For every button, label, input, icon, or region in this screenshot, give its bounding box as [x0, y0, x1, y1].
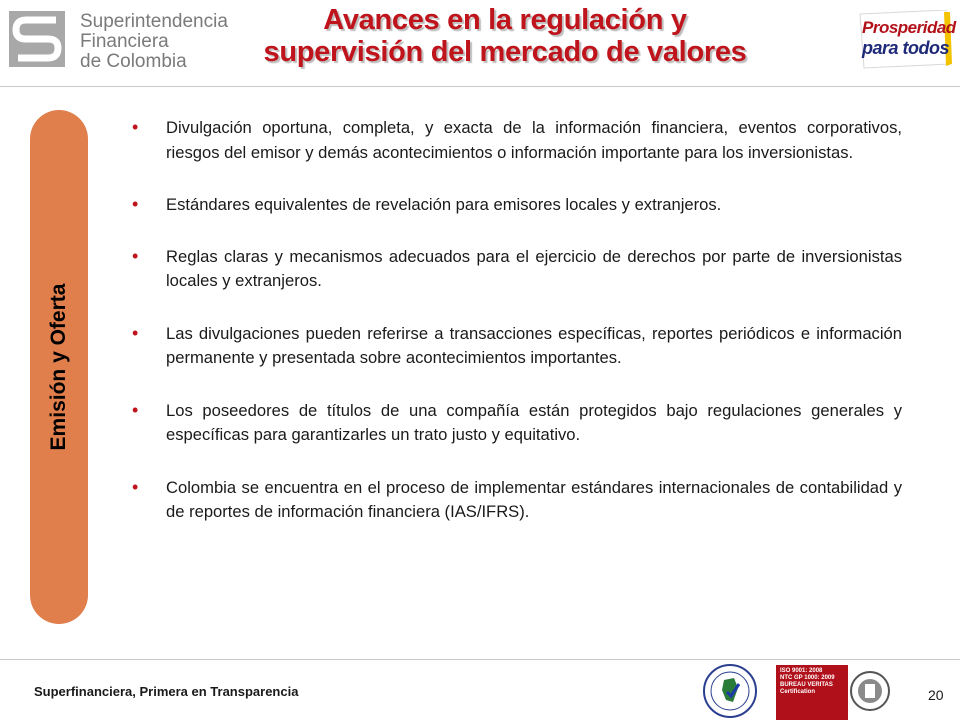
bullet-icon: •: [132, 117, 139, 137]
list-item: [130, 116, 902, 165]
cert-line: Certification: [780, 689, 816, 695]
bullet-text: Estándares equivalentes de revelación para emisores locales y extranjeros.: [166, 195, 722, 214]
bullet-icon: •: [132, 399, 139, 420]
bullet-text: Colombia se encuentra en el proceso de implementar estándares internacionales de contabilidad y de reportes de información financiera (IAS/IFRS).: [166, 477, 902, 521]
bullet-icon: •: [132, 322, 139, 343]
superfinanciera-logo: [8, 6, 228, 72]
title-line: supervisión del mercado de valores: [263, 36, 747, 68]
slogan-line: para todos: [862, 38, 950, 58]
superfinanciera-s-logo-icon: [8, 10, 66, 68]
org-name-line: Superintendencia: [80, 11, 228, 32]
list-item: [130, 245, 902, 294]
org-name: [80, 12, 228, 72]
footer-tagline: Superfinanciera, Primera en Transparencia: [34, 684, 299, 699]
bullet-text: Las divulgaciones pueden referirse a transacciones específicas, reportes periódicos e información permanente y presentada sobre acontecimientos importantes.: [166, 323, 902, 367]
bureau-veritas-seal-icon: [850, 662, 890, 720]
bullet-icon: •: [132, 476, 139, 497]
section-pill: [30, 110, 88, 624]
cert-line: BUREAU VERITAS: [780, 682, 833, 688]
cert-line: NTC GP 1000: 2009: [780, 675, 835, 681]
org-name-line: Financiera: [80, 31, 169, 52]
bullet-icon: •: [132, 194, 139, 214]
org-name-line: de Colombia: [80, 51, 187, 72]
list-item: [130, 193, 902, 218]
bullet-icon: •: [132, 245, 139, 266]
certification-badge: [776, 665, 848, 720]
quality-seal-icon: [700, 662, 760, 720]
bullet-list: [130, 116, 902, 525]
list-item: [130, 399, 902, 448]
bullet-text: Los poseedores de títulos de una compañía están protegidos bajo regulaciones generales y específicas para garantizarles un trato justo y equitativo.: [166, 400, 902, 444]
cert-line: ISO 9001: 2008: [780, 668, 823, 674]
prosperidad-logo: [858, 10, 954, 72]
list-item: [130, 322, 902, 371]
bullet-text: Divulgación oportuna, completa, y exacta de la información financiera, eventos corporativos, riesgos del emisor y demás acontecimientos o información importante para los inversionistas.: [166, 118, 902, 162]
list-item: [130, 476, 902, 525]
page-number: 20: [928, 687, 944, 703]
slogan-line: Prosperidad: [862, 18, 956, 37]
header-divider: [0, 86, 960, 87]
title-line: Avances en la regulación y: [323, 4, 687, 36]
section-label: Emisión y Oferta: [47, 283, 70, 451]
page-title: [225, 4, 785, 68]
footer-divider: [0, 659, 960, 660]
bullet-text: Reglas claras y mecanismos adecuados para el ejercicio de derechos por parte de inversionistas locales y extranjeros.: [166, 246, 902, 290]
